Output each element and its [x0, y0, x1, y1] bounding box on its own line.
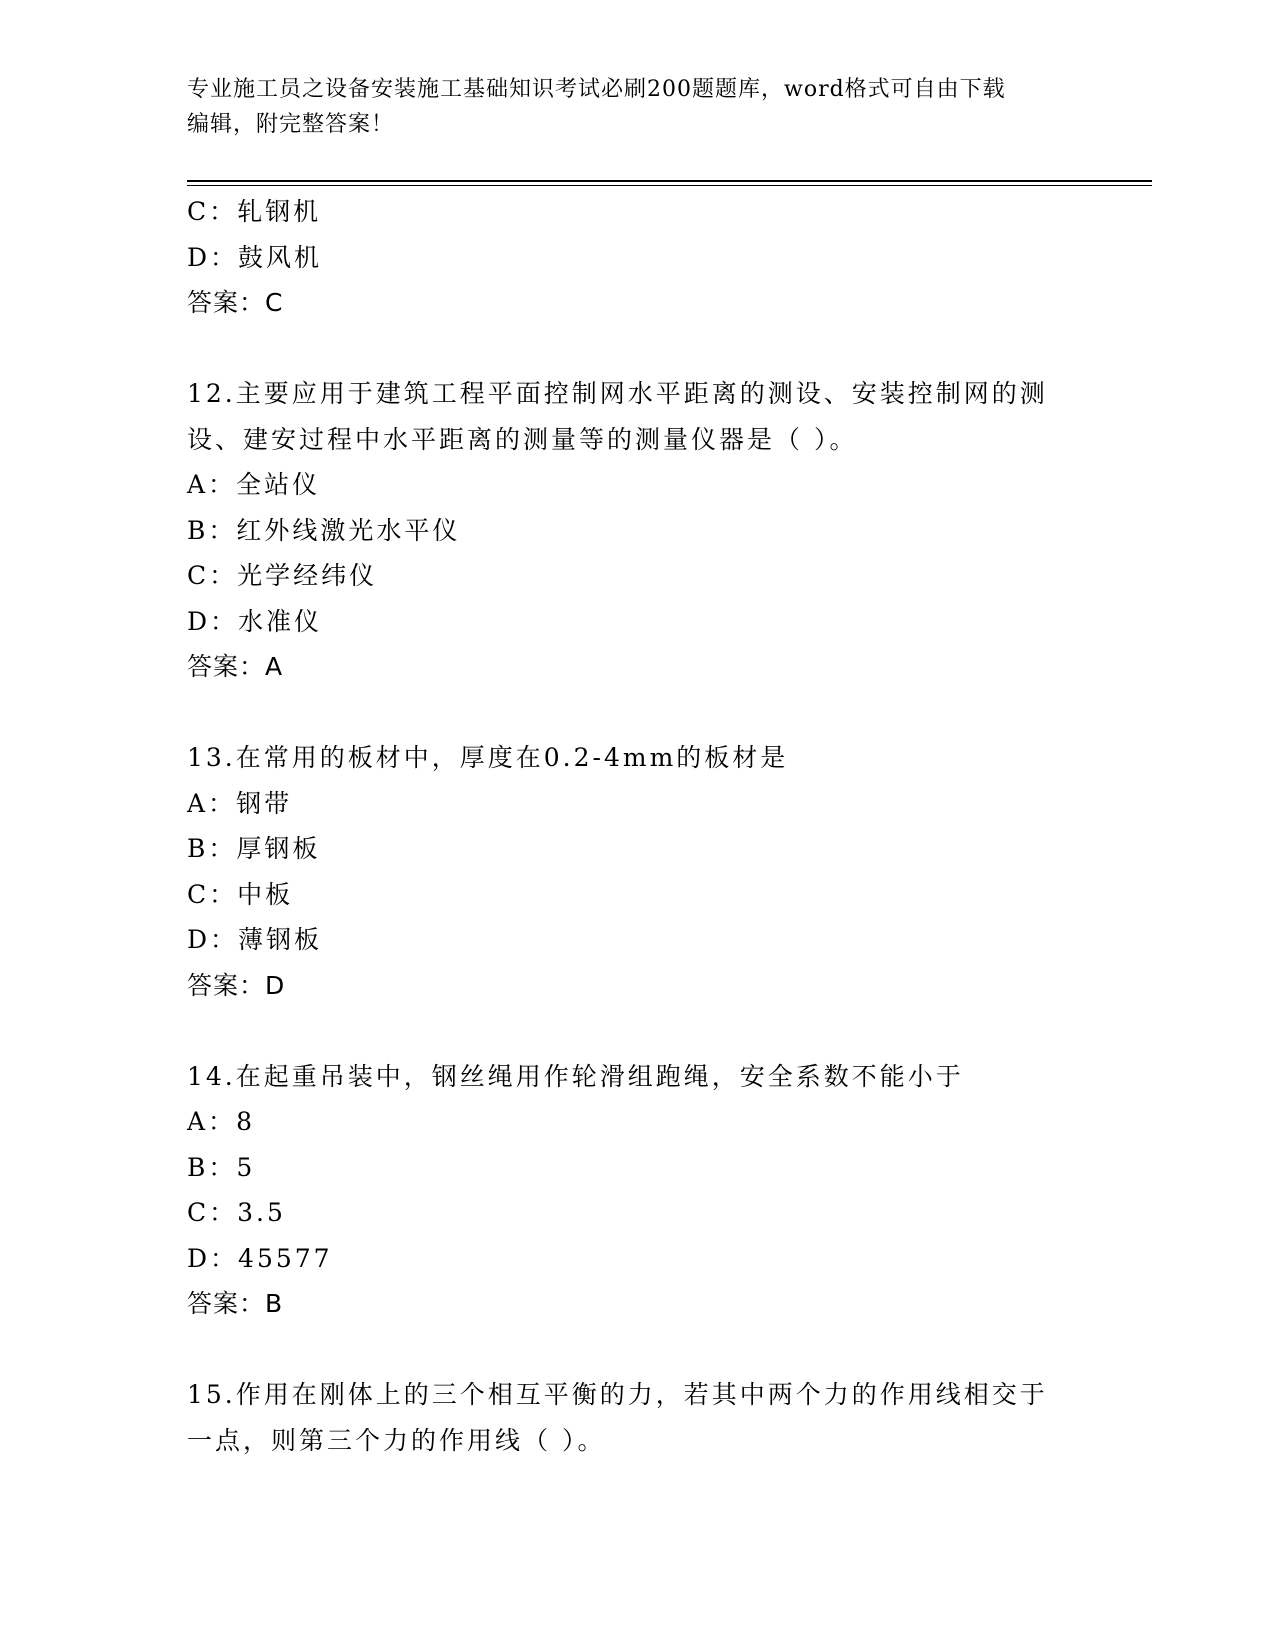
question-13: [187, 735, 1087, 1008]
question-text: 14.在起重吊装中，钢丝绳用作轮滑组跑绳，安全系数不能小于: [187, 1061, 964, 1091]
question-14: [187, 1054, 1087, 1327]
option-text: 厚钢板: [236, 834, 321, 863]
header-divider-thin: [187, 185, 1152, 186]
option-label: D：: [187, 925, 239, 954]
option-text: 红外线激光水平仪: [236, 515, 461, 545]
option-text: 水准仪: [238, 606, 323, 636]
option-label: C：: [187, 197, 238, 226]
option-label: B：: [187, 834, 237, 863]
option-c: [187, 872, 1087, 918]
document-header: [187, 72, 1067, 142]
option-text: 3.5: [237, 1198, 286, 1227]
option-text: 光学经纬仪: [237, 561, 378, 590]
option-d: [187, 917, 1087, 963]
option-c: [187, 1190, 1087, 1236]
option-b: [187, 826, 1087, 872]
option-b: [187, 1145, 1087, 1191]
option-text: 全站仪: [236, 470, 321, 499]
option-a: [187, 1099, 1087, 1145]
option-c: [187, 553, 1087, 599]
question-15: [187, 1372, 1087, 1463]
spacer: [187, 1008, 1087, 1054]
option-text: 中板: [237, 879, 294, 909]
option-b: [187, 508, 1087, 554]
spacer: [187, 1327, 1087, 1373]
option-text: 45577: [238, 1243, 333, 1273]
question-11-partial: [187, 189, 1087, 326]
question-text: 一点，则第三个力的作用线（ ）。: [187, 1425, 606, 1455]
question-text: 设、建安过程中水平距离的测量等的测量仪器是（ ）。: [187, 424, 858, 454]
option-d: [187, 1236, 1087, 1282]
option-label: B：: [187, 515, 237, 545]
option-label: C：: [187, 561, 238, 590]
option-d: [187, 235, 1087, 281]
option-label: D：: [187, 606, 239, 636]
header-title-line-2: 编辑，附完整答案！: [187, 112, 395, 137]
question-text: 12.主要应用于建筑工程平面控制网水平距离的测设、安装控制网的测: [187, 379, 1048, 408]
option-a: [187, 462, 1087, 508]
spacer: [187, 690, 1087, 736]
option-text: 鼓风机: [238, 242, 323, 272]
option-label: A：: [187, 1107, 237, 1136]
option-text: 5: [236, 1152, 256, 1182]
header-divider-thick: [187, 180, 1152, 182]
option-label: C：: [187, 1198, 238, 1227]
question-list: [187, 189, 1087, 1463]
option-label: C：: [187, 879, 238, 909]
option-label: A：: [187, 470, 237, 499]
question-text: 15.作用在刚体上的三个相互平衡的力，若其中两个力的作用线相交于: [187, 1380, 1048, 1409]
question-12: [187, 371, 1087, 690]
option-text: 薄钢板: [238, 925, 323, 954]
option-label: A：: [187, 788, 237, 818]
header-title-line-1: 专业施工员之设备安装施工基础知识考试必刷200题题库，word格式可自由下载: [187, 77, 1006, 102]
option-text: 8: [236, 1107, 255, 1136]
option-label: D：: [187, 242, 239, 272]
option-label: D：: [187, 1243, 239, 1273]
answer-line: 答案：C: [187, 288, 284, 317]
answer-line: 答案：B: [187, 1289, 284, 1318]
question-text: 13.在常用的板材中，厚度在0.2-4mm的板材是: [187, 743, 789, 772]
option-text: 钢带: [236, 788, 293, 818]
option-d: [187, 599, 1087, 645]
spacer: [187, 326, 1087, 372]
option-text: 轧钢机: [237, 197, 322, 226]
option-label: B：: [187, 1152, 237, 1182]
option-c: [187, 189, 1087, 235]
answer-line: 答案：A: [187, 652, 284, 681]
answer-line: 答案：D: [187, 970, 286, 1000]
option-a: [187, 781, 1087, 827]
